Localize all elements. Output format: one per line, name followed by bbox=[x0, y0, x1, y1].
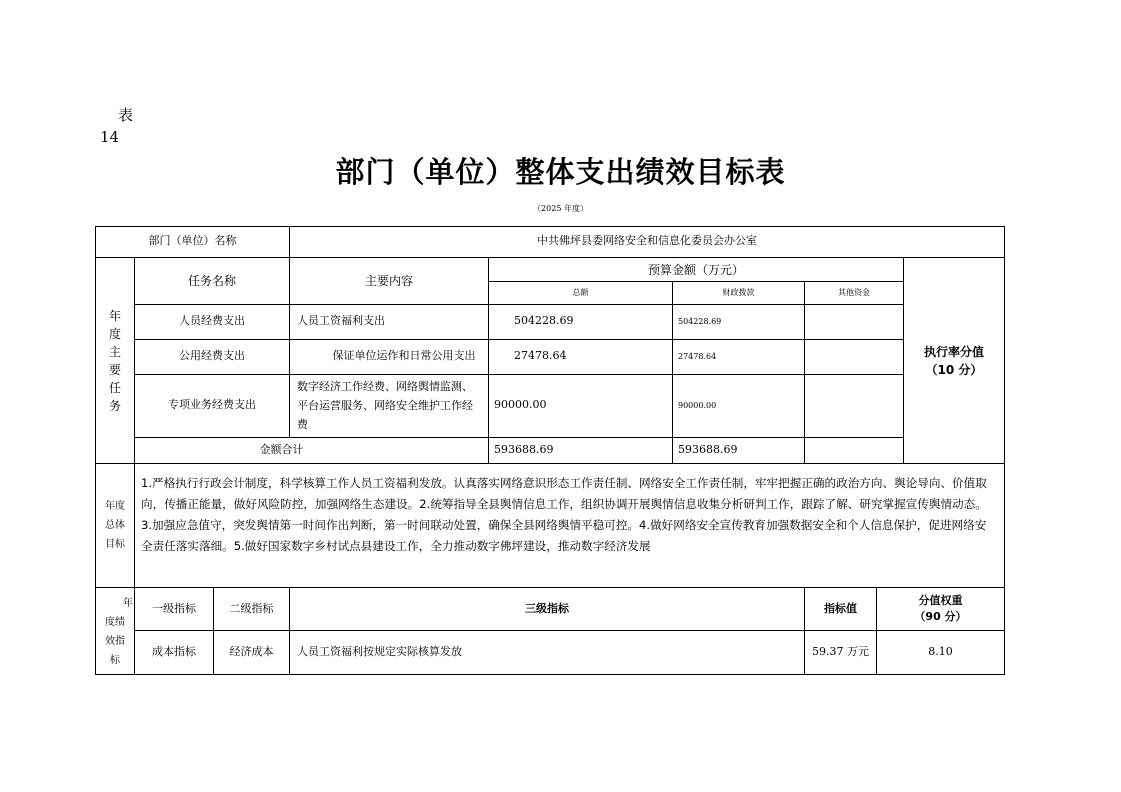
weight-points: （90 分） bbox=[914, 610, 967, 623]
table-no-num: 14 bbox=[100, 128, 120, 146]
task-other-3 bbox=[804, 374, 904, 437]
task-fiscal-1: 504228.69 bbox=[678, 316, 722, 326]
tasks-label-char-2: 度 bbox=[108, 327, 121, 341]
tasks-label-char-4: 要 bbox=[108, 363, 121, 377]
task-content-1: 人员工资福利支出 bbox=[297, 314, 385, 328]
indicator-header-level3: 三级指标 bbox=[525, 601, 569, 615]
indicator-level3-1: 人员工资福利按规定实际核算发放 bbox=[297, 644, 462, 658]
indicator-label-1: 年 bbox=[123, 598, 133, 609]
indicator-value-1: 59.37 万元 bbox=[812, 644, 869, 658]
indicator-header-level2: 二级指标 bbox=[229, 601, 274, 615]
task-total-3: 90000.00 bbox=[494, 398, 547, 412]
task-fiscal-2: 27478.64 bbox=[678, 351, 717, 361]
tasks-label-char-5: 任 bbox=[108, 381, 121, 395]
tasks-section-label bbox=[95, 296, 135, 426]
table-number bbox=[100, 104, 133, 148]
task-other-2 bbox=[804, 339, 904, 374]
goal-label-2: 总体 bbox=[105, 520, 125, 531]
goal-label-1: 年度 bbox=[105, 501, 125, 512]
header-budget: 预算金额（万元） bbox=[647, 262, 744, 277]
tasks-label-char-6: 务 bbox=[108, 399, 121, 413]
indicator-header-value: 指标值 bbox=[824, 601, 857, 615]
goal-text: 1.严格执行行政会计制度，科学核算工作人员工资福利发放。认真落实网络意识形态工作责任制、网络安全工作责任制，牢牢把握正确的政治方向、舆论导向、价值取向，传播正能量，做好风险防控，加强网络生态建设。2.统筹指导全县舆情信息工作，组织协调开展舆情信息收集分析研判工作，跟踪了解、研究掌握宣传舆情动态。3.加强应急值守，突发舆情第一时间作出判断，第一时间联动处置，确保全县网络舆情平稳可控。4.做好网络安全宣传教育加强数据安全和个人信息保护，促进网络安全责任落实落细。5.做好国家数字乡村试点县建设工作，全力推动数字佛坪建设，推动数字经济发展 bbox=[141, 476, 987, 553]
sum-total: 593688.69 bbox=[494, 443, 554, 457]
header-other: 其他资金 bbox=[838, 287, 870, 297]
goal-label-3: 目标 bbox=[105, 539, 125, 550]
indicator-level1-1: 成本指标 bbox=[152, 644, 196, 658]
weight-label: 分值权重 bbox=[918, 593, 963, 607]
tasks-label-char-3: 主 bbox=[108, 345, 121, 359]
indicator-label-2: 度绩 bbox=[105, 617, 125, 628]
page-title: 部门（单位）整体支出绩效目标表 bbox=[335, 155, 786, 189]
exec-rate-points: （10 分） bbox=[925, 362, 983, 377]
indicator-label-3: 效指 bbox=[105, 636, 125, 647]
indicator-label-4: 标 bbox=[110, 655, 120, 666]
indicator-level2-1: 经济成本 bbox=[229, 644, 274, 658]
tasks-label-char-1: 年 bbox=[108, 309, 121, 323]
dept-label: 部门（单位）名称 bbox=[148, 234, 237, 248]
indicator-weight-1: 8.10 bbox=[928, 644, 953, 658]
header-main-content: 主要内容 bbox=[364, 273, 413, 288]
header-exec-rate bbox=[903, 257, 1005, 464]
task-name-2: 公用经费支出 bbox=[179, 349, 245, 363]
task-total-1: 504228.69 bbox=[514, 314, 574, 328]
dept-name: 中共佛坪县委网络安全和信息化委员会办公室 bbox=[537, 234, 757, 248]
indicator-header-weight bbox=[876, 587, 1005, 631]
task-total-2: 27478.64 bbox=[514, 349, 567, 363]
sum-label: 金额合计 bbox=[259, 443, 304, 457]
task-other-1 bbox=[804, 304, 904, 339]
table-no-label: 表 bbox=[118, 106, 134, 124]
header-fiscal: 财政拨款 bbox=[722, 287, 755, 297]
task-name-1: 人员经费支出 bbox=[179, 314, 245, 328]
header-task-name: 任务名称 bbox=[187, 273, 236, 288]
task-fiscal-3: 90000.00 bbox=[678, 400, 717, 410]
task-name-3: 专项业务经费支出 bbox=[168, 398, 256, 412]
header-total: 总额 bbox=[572, 287, 589, 297]
task-content-2: 保证单位运作和日常公用支出 bbox=[332, 349, 476, 363]
indicator-section-label bbox=[95, 590, 135, 674]
indicator-header-level1: 一级指标 bbox=[152, 601, 196, 615]
year-label: （2025 年度） bbox=[533, 204, 588, 213]
task-content-3: 数字经济工作经费、网络舆情监测、平台运营服务、网络安全维护工作经费 bbox=[297, 379, 473, 432]
goal-label bbox=[95, 463, 135, 588]
exec-rate-label: 执行率分值 bbox=[923, 344, 984, 359]
sum-fiscal: 593688.69 bbox=[678, 443, 738, 457]
